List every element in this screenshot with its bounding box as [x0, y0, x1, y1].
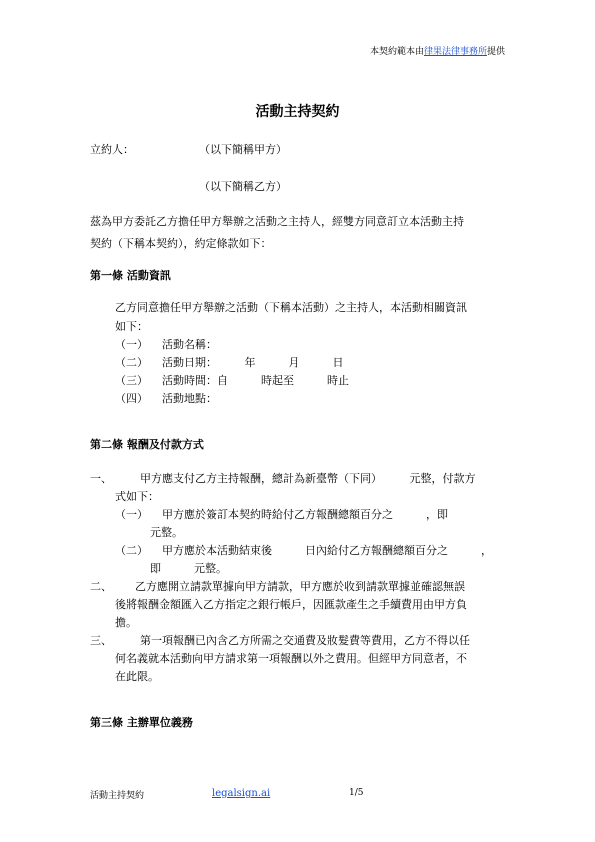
clause-text: 擔。	[115, 616, 137, 629]
item-number: （三）	[115, 374, 148, 387]
item-text: 活動地點：	[162, 392, 217, 405]
clause-number: 一、	[90, 472, 112, 485]
item-text: 活動日期： 年 月 日	[162, 356, 344, 369]
clause-text: 第一項報酬已內含乙方所需之交通費及妝髮費等費用，乙方不得以任	[140, 634, 470, 647]
subclause-text: 元整。	[150, 526, 183, 539]
party-a-note: （以下簡稱甲方）	[199, 143, 287, 156]
item-number: （四）	[115, 392, 148, 405]
intro-line-2: 契約（下稱本契約），約定條款如下：	[90, 237, 272, 250]
subclause-text: 甲方應於簽訂本契約時給付乙方報酬總額百分之 ，即	[162, 508, 448, 521]
legalsign-link[interactable]: legalsign.ai	[212, 788, 271, 799]
page-number: 1/5	[349, 788, 364, 798]
clause-text: 後將報酬金額匯入乙方指定之銀行帳戶，因匯款產生之手續費用由甲方負	[115, 598, 467, 611]
party-b-note: （以下簡稱乙方）	[199, 180, 287, 193]
parties-label: 立約人：	[90, 143, 134, 156]
clause-text: 甲方應支付乙方主持報酬，總計為新臺幣（下同） 元整，付款方	[140, 472, 476, 485]
header-suffix: 提供	[486, 47, 505, 57]
document-title: 活動主持契約	[255, 104, 340, 120]
law-firm-link[interactable]: 律果法律事務所	[423, 47, 487, 57]
header-prefix: 本契約範本由	[369, 47, 424, 57]
article-1-text-2: 如下：	[115, 320, 148, 333]
intro-line-1: 茲為甲方委託乙方擔任甲方舉辦之活動之主持人，經雙方同意訂立本活動主持	[90, 215, 464, 228]
item-text: 活動時間：自 時起至 時止	[162, 374, 349, 387]
footer-doc-name: 活動主持契約	[90, 791, 145, 801]
footer-link-wrap	[212, 788, 270, 799]
clause-number: 三、	[90, 634, 112, 647]
article-1-heading: 第一條 活動資訊	[90, 269, 171, 282]
item-text: 活動名稱：	[162, 338, 217, 351]
clause-number: 二、	[90, 580, 112, 593]
article-2-heading: 第二條 報酬及付款方式	[90, 438, 204, 451]
subclause-number: （一）	[115, 508, 148, 521]
item-number: （一）	[115, 338, 148, 351]
page-header	[370, 44, 505, 57]
subclause-text: 甲方應於本活動結束後 日內給付乙方報酬總額百分之 ，	[162, 544, 492, 557]
article-1-text-1: 乙方同意擔任甲方舉辦之活動（下稱本活動）之主持人，本活動相關資訊	[115, 301, 467, 314]
clause-text: 乙方應開立請款單據向甲方請款，甲方應於收到請款單據並確認無誤	[135, 580, 465, 593]
subclause-text: 即 元整。	[150, 562, 227, 575]
clause-text: 在此限。	[115, 670, 159, 683]
article-3-heading: 第三條 主辦單位義務	[90, 716, 193, 729]
subclause-number: （二）	[115, 544, 148, 557]
clause-text: 式如下：	[115, 490, 159, 503]
item-number: （二）	[115, 356, 148, 369]
clause-text: 何名義就本活動向甲方請求第一項報酬以外之費用。但經甲方同意者，不	[115, 652, 467, 665]
